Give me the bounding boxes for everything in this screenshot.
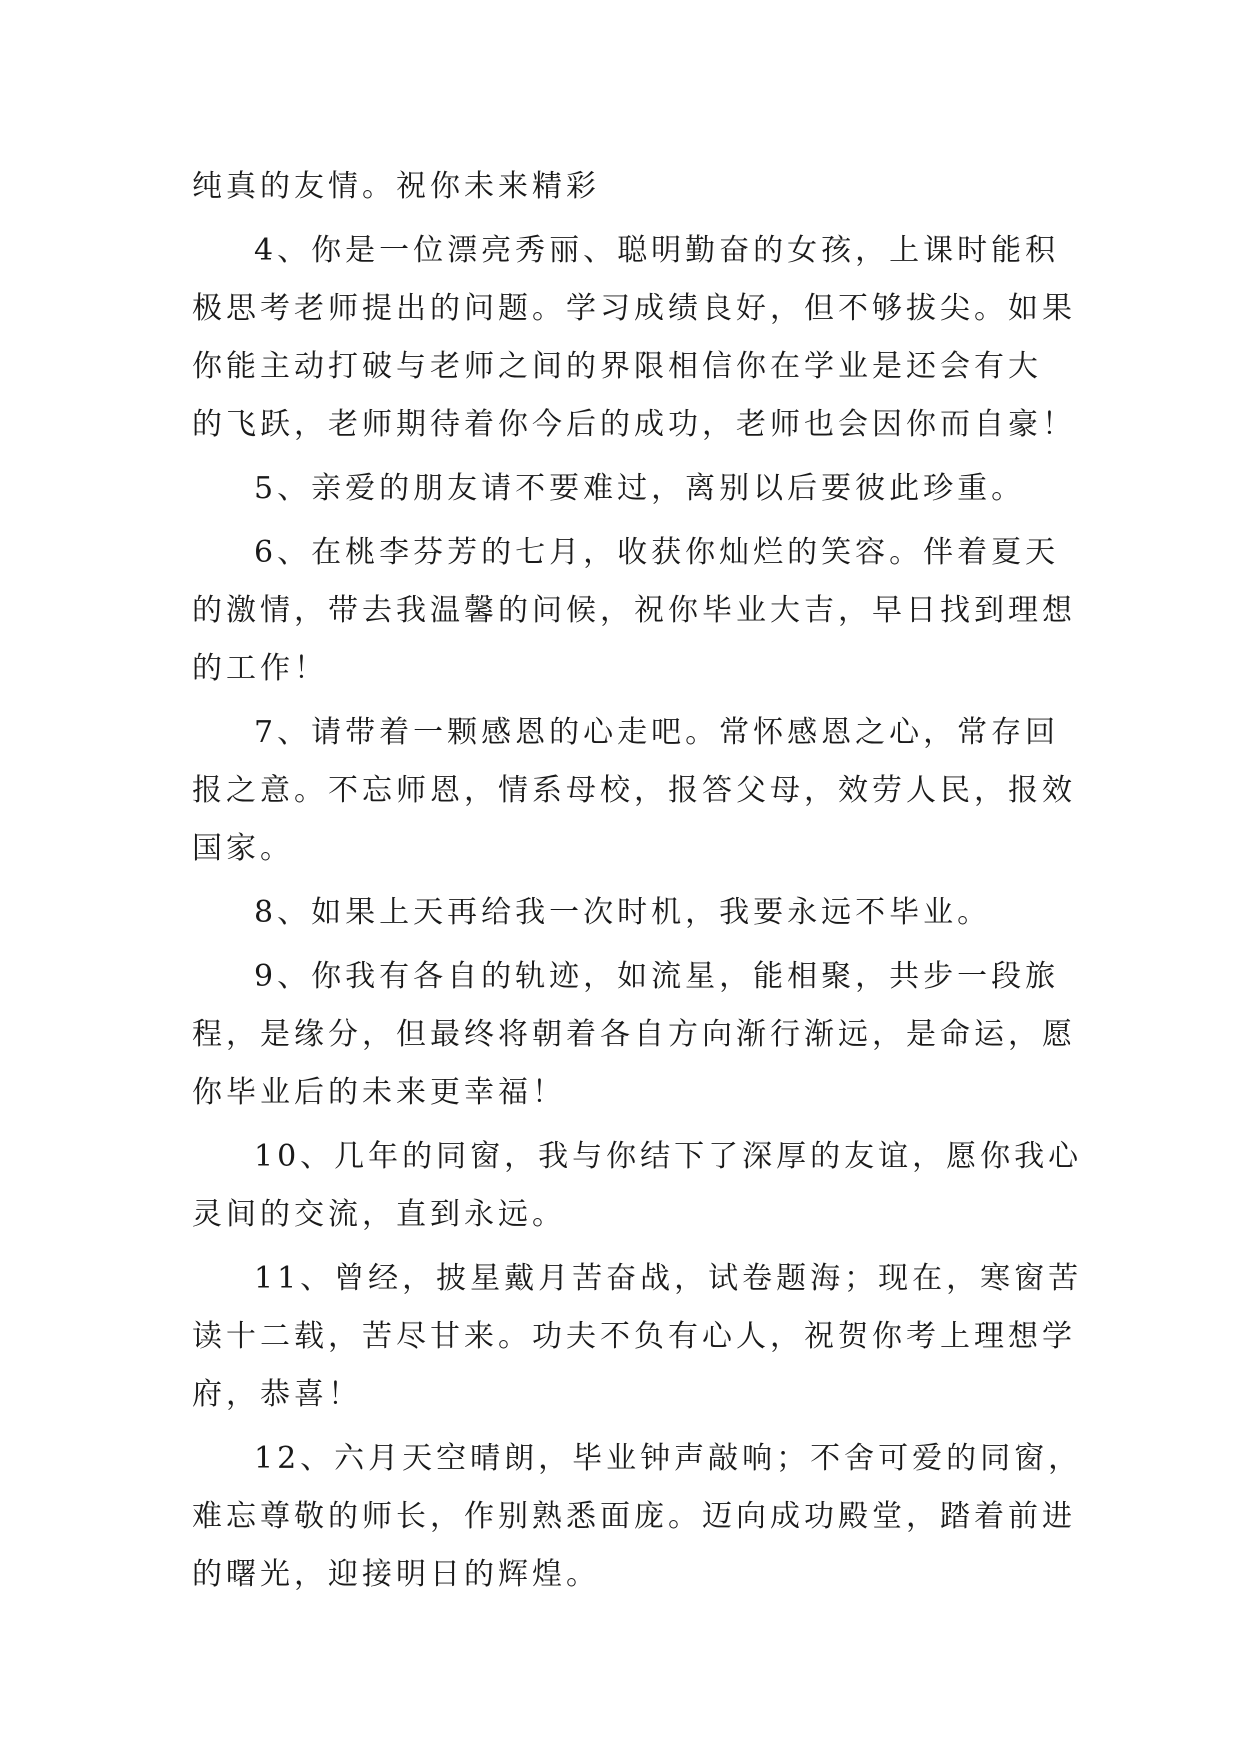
text-line: 10、几年的同窗，我与你结下了深厚的友谊，愿你我心 xyxy=(254,1139,1083,1174)
text-line: 6、在桃李芬芳的七月，收获你灿烂的笑容。伴着夏天 xyxy=(254,535,1060,570)
paragraph-item-11 xyxy=(192,1250,1083,1424)
text-line: 纯真的友情。祝你未来精彩 xyxy=(192,169,600,204)
text-line: 11、曾经，披星戴月苦奋战，试卷题海；现在，寒窗苦 xyxy=(254,1261,1083,1296)
text-line: 8、如果上天再给我一次时机，我要永远不毕业。 xyxy=(254,895,992,930)
text-line: 12、六月天空晴朗，毕业钟声敲响；不舍可爱的同窗， xyxy=(254,1441,1083,1476)
text-line: 的激情，带去我温馨的问候，祝你毕业大吉，早日找到理想 xyxy=(192,593,1076,628)
text-line: 读十二载，苦尽甘来。功夫不负有心人，祝贺你考上理想学 xyxy=(192,1319,1076,1354)
paragraph-item-4 xyxy=(192,222,1076,454)
text-line: 程，是缘分，但最终将朝着各自方向渐行渐远，是命运，愿 xyxy=(192,1017,1076,1052)
text-line: 报之意。不忘师恩，情系母校，报答父母，效劳人民，报效 xyxy=(192,773,1076,808)
text-line: 国家。 xyxy=(192,831,294,866)
text-line: 7、请带着一颗感恩的心走吧。常怀感恩之心，常存回 xyxy=(254,715,1060,750)
paragraph-item-12 xyxy=(192,1430,1083,1604)
text-line: 9、你我有各自的轨迹，如流星，能相聚，共步一段旅 xyxy=(254,959,1060,994)
paragraph-item-8 xyxy=(192,884,1062,942)
text-line: 5、亲爱的朋友请不要难过，离别以后要彼此珍重。 xyxy=(254,471,1026,506)
text-line: 府，恭喜！ xyxy=(192,1377,362,1412)
paragraph-item-9 xyxy=(192,948,1076,1122)
text-line: 难忘尊敬的师长，作别熟悉面庞。迈向成功殿堂，踏着前进 xyxy=(192,1499,1076,1534)
text-line: 你能主动打破与老师之间的界限相信你在学业是还会有大 xyxy=(192,349,1042,384)
text-line: 的飞跃，老师期待着你今后的成功，老师也会因你而自豪！ xyxy=(192,407,1076,442)
paragraph-continuation xyxy=(192,158,1062,216)
paragraph-item-6 xyxy=(192,524,1076,698)
text-line: 的曙光，迎接明日的辉煌。 xyxy=(192,1557,600,1592)
paragraph-item-5 xyxy=(192,460,1062,518)
text-line: 的工作！ xyxy=(192,651,328,686)
document-body xyxy=(192,158,1083,1610)
text-line: 4、你是一位漂亮秀丽、聪明勤奋的女孩，上课时能积 xyxy=(254,233,1060,268)
paragraph-item-10 xyxy=(192,1128,1083,1244)
text-line: 灵间的交流，直到永远。 xyxy=(192,1197,566,1232)
text-line: 极思考老师提出的问题。学习成绩良好，但不够拔尖。如果 xyxy=(192,291,1076,326)
paragraph-item-7 xyxy=(192,704,1076,878)
text-line: 你毕业后的未来更幸福！ xyxy=(192,1075,566,1110)
